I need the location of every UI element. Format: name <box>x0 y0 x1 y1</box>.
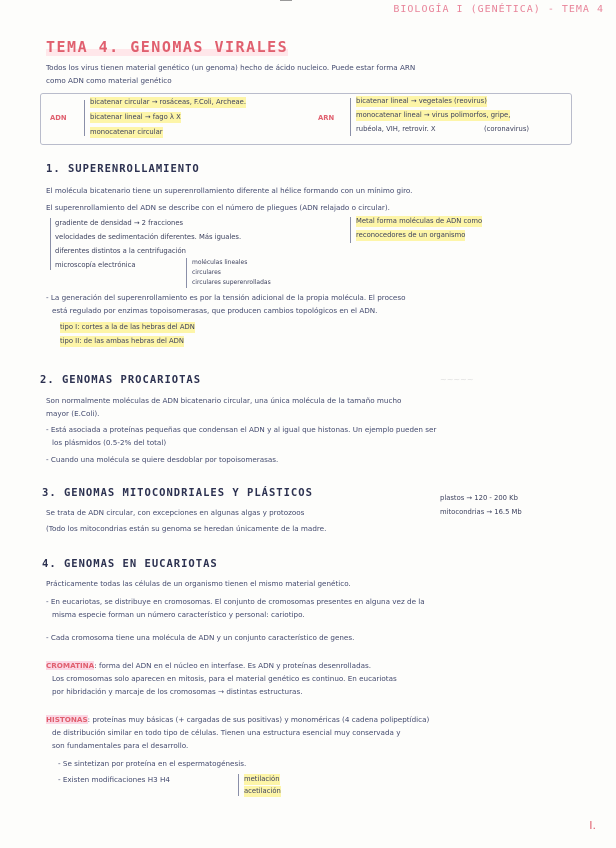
s4-p2: - En eucariotas, se distribuye en cromosomas. El conjunto de cromosomas presentes en alguna vez de la <box>46 597 425 606</box>
cromatina-label: CROMATINA <box>46 661 95 670</box>
s1-p1: El molécula bicatenario tiene un superenrollamiento diferente al hélice formando con un mínimo giro. <box>46 186 413 195</box>
s2-p5: - Cuando una molécula se quiere desdoblar por topoisomerasas. <box>46 455 279 464</box>
s3-p2: (Todo los mitocondrias están su genoma se heredan únicamente de la madre. <box>46 524 327 533</box>
section-2-title: 2. GENOMAS PROCARIOTAS <box>40 374 202 386</box>
section-4-title: 4. GENOMAS EN EUCARIOTAS <box>42 558 218 570</box>
adn-item-3: monocatenar circular <box>90 128 163 136</box>
s4-p5: : forma del ADN en el núcleo en interfase. Es ADN y proteínas desenrolladas. <box>94 661 372 670</box>
s2-p1: Son normalmente moléculas de ADN bicatenario circular, una única molécula de la tamaño mucho <box>46 396 402 405</box>
intro-line-1: Todos los virus tienen material genético (un genoma) hecho de ácido nucleico. Puede estar forma ARN <box>46 63 416 72</box>
s3-p1: Se trata de ADN circular, con excepciones en algunas algas y protozoos <box>46 508 305 517</box>
s1-item-4: microscopía electrónica <box>55 261 136 269</box>
s1-p2: El superenrollamiento del ADN se describe con el número de pliegues (ADN relajado o circular). <box>46 203 390 212</box>
arn-brace <box>350 98 351 136</box>
s4-p8: : proteínas muy básicas (+ cargadas de sus positivas) y monoméricas (4 cadena polipeptídica) <box>87 715 430 724</box>
adn-item-1: bicatenar circular → rosáceas, F.Coli, Archeae. <box>90 98 247 106</box>
s3-plastos: plastos → 120 - 200 Kb <box>440 494 518 502</box>
page-number: I. <box>589 819 596 832</box>
pencil-mark: ~~~~~ <box>440 375 474 384</box>
s4-p6: Los cromosomas solo aparecen en mitosis, para el material genético es continuo. En eucariotas <box>52 674 397 683</box>
histonas-label: HISTONAS <box>46 715 88 724</box>
arn-item-1: bicatenar lineal → vegetales (reovirus) <box>356 97 487 105</box>
s4-p11: - Se sintetizan por proteína en el espermatogénesis. <box>58 759 247 768</box>
section-3-title: 3. GENOMAS MITOCONDRIALES Y PLÁSTICOS <box>42 487 313 499</box>
arn-item-2: monocatenar lineal → virus polimorfos, gripe, <box>356 111 511 119</box>
micro-sub-3: circulares superenrolladas <box>192 279 271 286</box>
arn-label: ARN <box>318 114 335 122</box>
s4-p3: misma especie forman un número característico y personal: cariotipo. <box>52 610 305 619</box>
adn-label: ADN <box>50 114 67 122</box>
s4-p1: Prácticamente todas las células de un organismo tienen el mismo material genético. <box>46 579 351 588</box>
s4-p9: de distribución similar en todo tipo de células. Tienen una estructura esencial muy conservada y <box>52 728 401 737</box>
s2-p4: los plásmidos (0.5-2% del total) <box>52 438 167 447</box>
s1-item-2: velocidades de sedimentación diferentes. Más iguales. <box>55 233 242 241</box>
right-note-2: reconocedores de un organismo <box>356 231 466 239</box>
s1-item-3: diferentes distintos a la centrifugación <box>55 247 186 255</box>
histonas-paragraph <box>46 714 591 727</box>
micro-sub-1: moléculas lineales <box>192 259 248 266</box>
s1-tipo-2: tipo II: de las ambas hebras del ADN <box>60 337 185 345</box>
s1-tipo-1: tipo I: cortes a la de las hebras del ADN <box>60 323 195 331</box>
s2-p2: mayor (E.Coli). <box>46 409 100 418</box>
micro-sub-2: circulares <box>192 269 221 276</box>
arn-item-3: rubéola, VIH, retrovir. X <box>356 125 436 133</box>
s4-p7: por hibridación y marcaje de los cromosomas → distintas estructuras. <box>52 687 303 696</box>
s1-item-1: gradiente de densidad → 2 fracciones <box>55 219 184 227</box>
page-title: TEMA 4. GENOMAS VIRALES <box>46 38 289 56</box>
s4-p4: - Cada cromosoma tiene una molécula de ADN y un conjunto característico de genes. <box>46 633 355 642</box>
s1-p3: - La generación del superenrollamiento es por la tensión adicional de la propia molécula. El proceso <box>46 293 406 302</box>
intro-line-2: como ADN como material genético <box>46 76 172 85</box>
arn-item-4: (coronavirus) <box>484 125 530 133</box>
s4-p10: son fundamentales para el desarrollo. <box>52 741 189 750</box>
right-note-1: Metal forma moléculas de ADN como <box>356 217 483 225</box>
s3-mito: mitocondrias → 16.5 Mb <box>440 508 522 516</box>
s4-mod-1: metilación <box>244 775 280 783</box>
mod-brace <box>238 774 239 796</box>
s2-p3: - Está asociada a proteínas pequeñas que condensan el ADN y al igual que histonas. Un ejemplo pueden ser <box>46 425 437 434</box>
s1-brace <box>50 218 51 270</box>
cromatina-paragraph <box>46 660 591 673</box>
section-1-title: 1. SUPERENROLLAMIENTO <box>46 163 200 175</box>
s4-mod-2: acetilación <box>244 787 281 795</box>
micro-brace <box>186 258 187 288</box>
running-head: BIOLOGÍA I (GENÉTICA) - TEMA 4 <box>393 4 604 15</box>
adn-brace <box>84 100 85 136</box>
s4-p12: - Existen modificaciones H3 H4 <box>58 775 170 784</box>
s1-p4: está regulado por enzimas topoisomerasas, que producen cambios topológicos en el ADN. <box>52 306 378 315</box>
top-mark <box>280 0 292 1</box>
adn-item-2: bicatenar lineal → fago λ X <box>90 113 181 121</box>
right-note-brace <box>350 217 351 243</box>
